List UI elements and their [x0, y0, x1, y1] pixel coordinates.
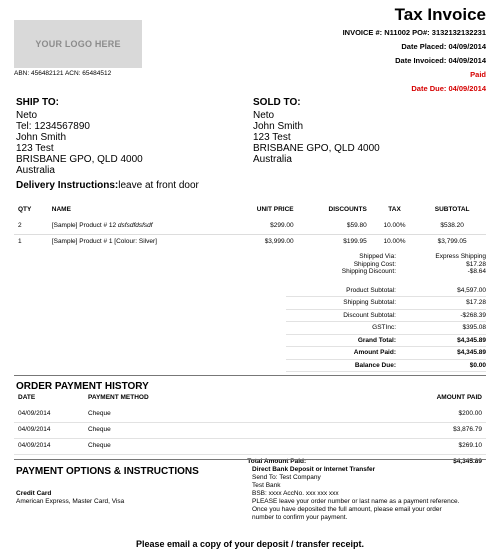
gst-row [286, 322, 486, 335]
col-discounts: DISCOUNTS [328, 206, 367, 213]
shipping-subtotal-value: $17.28 [466, 299, 486, 306]
item-name [48, 235, 227, 251]
shipped-via-value: Express Shipping [435, 253, 486, 260]
sold-to-line: 123 Test [253, 132, 291, 143]
sold-to-line: BRISBANE GPO, QLD 4000 [253, 143, 380, 154]
payment-history-heading: ORDER PAYMENT HISTORY [16, 381, 149, 392]
amount-paid-value: $4,345.89 [457, 349, 486, 356]
ship-to-line: 123 Test [16, 143, 54, 154]
shipping-subtotal-row [286, 297, 486, 310]
col-tax: TAX [388, 206, 401, 213]
shipped-via-row [286, 253, 486, 261]
sold-to-block [253, 97, 380, 165]
shipping-cost-row [286, 261, 486, 269]
spacer [286, 276, 486, 285]
col-qty: QTY [18, 206, 32, 213]
delivery-label: Delivery Instructions: [16, 180, 119, 191]
table-row [14, 423, 486, 439]
product-subtotal-label: Product Subtotal: [346, 286, 396, 294]
balance-due-row [286, 360, 486, 373]
invoice-title: Tax Invoice [394, 5, 486, 24]
grand-total-value: $4,345.89 [457, 336, 486, 344]
item-tax: 10.00% [371, 219, 419, 235]
item-subtotal: $538.20 [418, 219, 486, 235]
bank-note: number to confirm your payment. [252, 514, 348, 521]
ship-to-line: John Smith [16, 132, 67, 143]
payment-date: 04/09/2014 [14, 439, 84, 455]
col-payment-method: PAYMENT METHOD [88, 394, 149, 401]
total-amount-paid-value: $4,345.89 [453, 458, 482, 465]
totals-block [286, 253, 486, 372]
product-subtotal-value: $4,597.00 [457, 286, 486, 294]
delivery-instructions [16, 180, 199, 191]
company-logo-placeholder [14, 20, 142, 68]
table-row [14, 219, 486, 235]
credit-card-label: Credit Card [16, 490, 52, 497]
item-name [48, 219, 227, 235]
gst-label: GSTInc: [372, 324, 396, 331]
payment-date: 04/09/2014 [14, 407, 84, 423]
shipping-discount-label: Shipping Discount: [341, 268, 396, 275]
item-qty: 2 [14, 219, 48, 235]
item-unit-price: $3,999.00 [264, 238, 294, 245]
paid-status: Paid [470, 70, 486, 79]
payment-history-header [14, 394, 486, 407]
item-unit-price: $299.00 [227, 219, 298, 235]
gst-value: $395.08 [462, 324, 486, 331]
table-row [14, 235, 486, 251]
logo-text: YOUR LOGO HERE [35, 39, 121, 49]
sold-to-line: Australia [253, 154, 292, 165]
shipping-discount-row [286, 268, 486, 276]
item-discounts: $59.80 [298, 219, 371, 235]
balance-due-value: $0.00 [469, 361, 486, 369]
discount-subtotal-value: -$268.39 [460, 311, 486, 319]
divider [14, 459, 486, 460]
col-name: NAME [51, 206, 71, 213]
payment-date: 04/09/2014 [14, 423, 84, 439]
table-row [14, 439, 486, 455]
sold-to-line: Neto [253, 110, 275, 121]
col-amount-paid: AMOUNT PAID [436, 394, 482, 401]
discount-subtotal-row [286, 310, 486, 323]
ship-to-line: Neto [16, 110, 38, 121]
shipped-via-label: Shipped Via: [359, 253, 396, 260]
amount-paid-row [286, 347, 486, 360]
credit-card-value: American Express, Master Card, Visa [16, 498, 125, 505]
payment-amount: $269.10 [310, 439, 486, 455]
line-items-table [14, 206, 486, 250]
item-discounts: $199.95 [343, 238, 367, 245]
bank-note: Once you have deposited the full amount, please email your order [252, 506, 442, 513]
payment-method: Cheque [84, 423, 310, 439]
line-items-header [14, 206, 486, 219]
sold-to-line: John Smith [253, 121, 304, 132]
divider [14, 375, 486, 376]
balance-due-label: Balance Due: [354, 361, 396, 369]
bank-heading: Direct Bank Deposit or Internet Transfer [252, 466, 376, 473]
payment-method: Cheque [84, 439, 310, 455]
item-tax: 10.00% [383, 238, 406, 245]
ship-to-block [16, 97, 143, 176]
col-subtotal: SUBTOTAL [434, 206, 470, 213]
footer-note: Please email a copy of your deposit / transfer receipt. [135, 539, 365, 549]
grand-total-row [286, 335, 486, 348]
shipping-subtotal-label: Shipping Subtotal: [343, 299, 396, 306]
table-row [14, 407, 486, 423]
payment-amount: $200.00 [310, 407, 486, 423]
payment-amount: $3,876.79 [310, 423, 486, 439]
invoice-number: INVOICE #: N11002 PO#: 3132132132231 [342, 28, 486, 37]
credit-card-option [16, 490, 124, 506]
discount-subtotal-label: Discount Subtotal: [343, 311, 396, 319]
bank-name: Test Bank [252, 482, 281, 489]
invoice-meta [343, 26, 486, 96]
payment-method: Cheque [84, 407, 310, 423]
abn-acn-line: ABN: 456482121 ACN: 65484512 [14, 70, 112, 77]
item-name-text: [Sample] Product # 1 [Colour: Silver] [51, 238, 157, 245]
bank-transfer-option [252, 466, 488, 522]
ship-to-heading: SHIP TO: [16, 97, 59, 108]
ship-to-line: Australia [16, 165, 55, 176]
total-amount-paid-label: Total Amount Paid: [247, 458, 307, 465]
ship-to-line: BRISBANE GPO, QLD 4000 [16, 154, 143, 165]
date-placed: Date Placed: 04/09/2014 [401, 42, 486, 51]
item-subtotal: $3,799.05 [437, 238, 467, 245]
product-subtotal-row [286, 285, 486, 298]
shipping-cost-value: $17.28 [466, 260, 486, 268]
date-invoiced: Date Invoiced: 04/09/2014 [395, 56, 486, 65]
col-date: DATE [18, 394, 36, 401]
item-qty: 1 [18, 238, 22, 245]
col-unit-price: UNIT PRICE [256, 206, 294, 213]
amount-paid-label: Amount Paid: [353, 349, 396, 356]
sold-to-heading: SOLD TO: [253, 97, 301, 108]
ship-to-line: Tel: 1234567890 [16, 121, 90, 132]
shipping-discount-value: -$8.64 [467, 268, 486, 275]
shipping-cost-label: Shipping Cost: [353, 260, 396, 268]
item-name-note: dsfsdfdsfsdf [117, 222, 153, 229]
bank-note: PLEASE leave your order number or last name as a payment reference. [252, 498, 460, 505]
payment-options-heading: PAYMENT OPTIONS & INSTRUCTIONS [16, 466, 199, 477]
grand-total-label: Grand Total: [357, 336, 396, 344]
delivery-value: leave at front door [118, 180, 199, 191]
date-due: Date Due: 04/09/2014 [411, 84, 486, 93]
item-name-text: [Sample] Product # 12 [51, 222, 118, 229]
bank-bsb: BSB: xxxx AccNo. xxx xxx xxx [252, 490, 339, 497]
bank-send-to: Send To: Test Company [252, 474, 321, 481]
